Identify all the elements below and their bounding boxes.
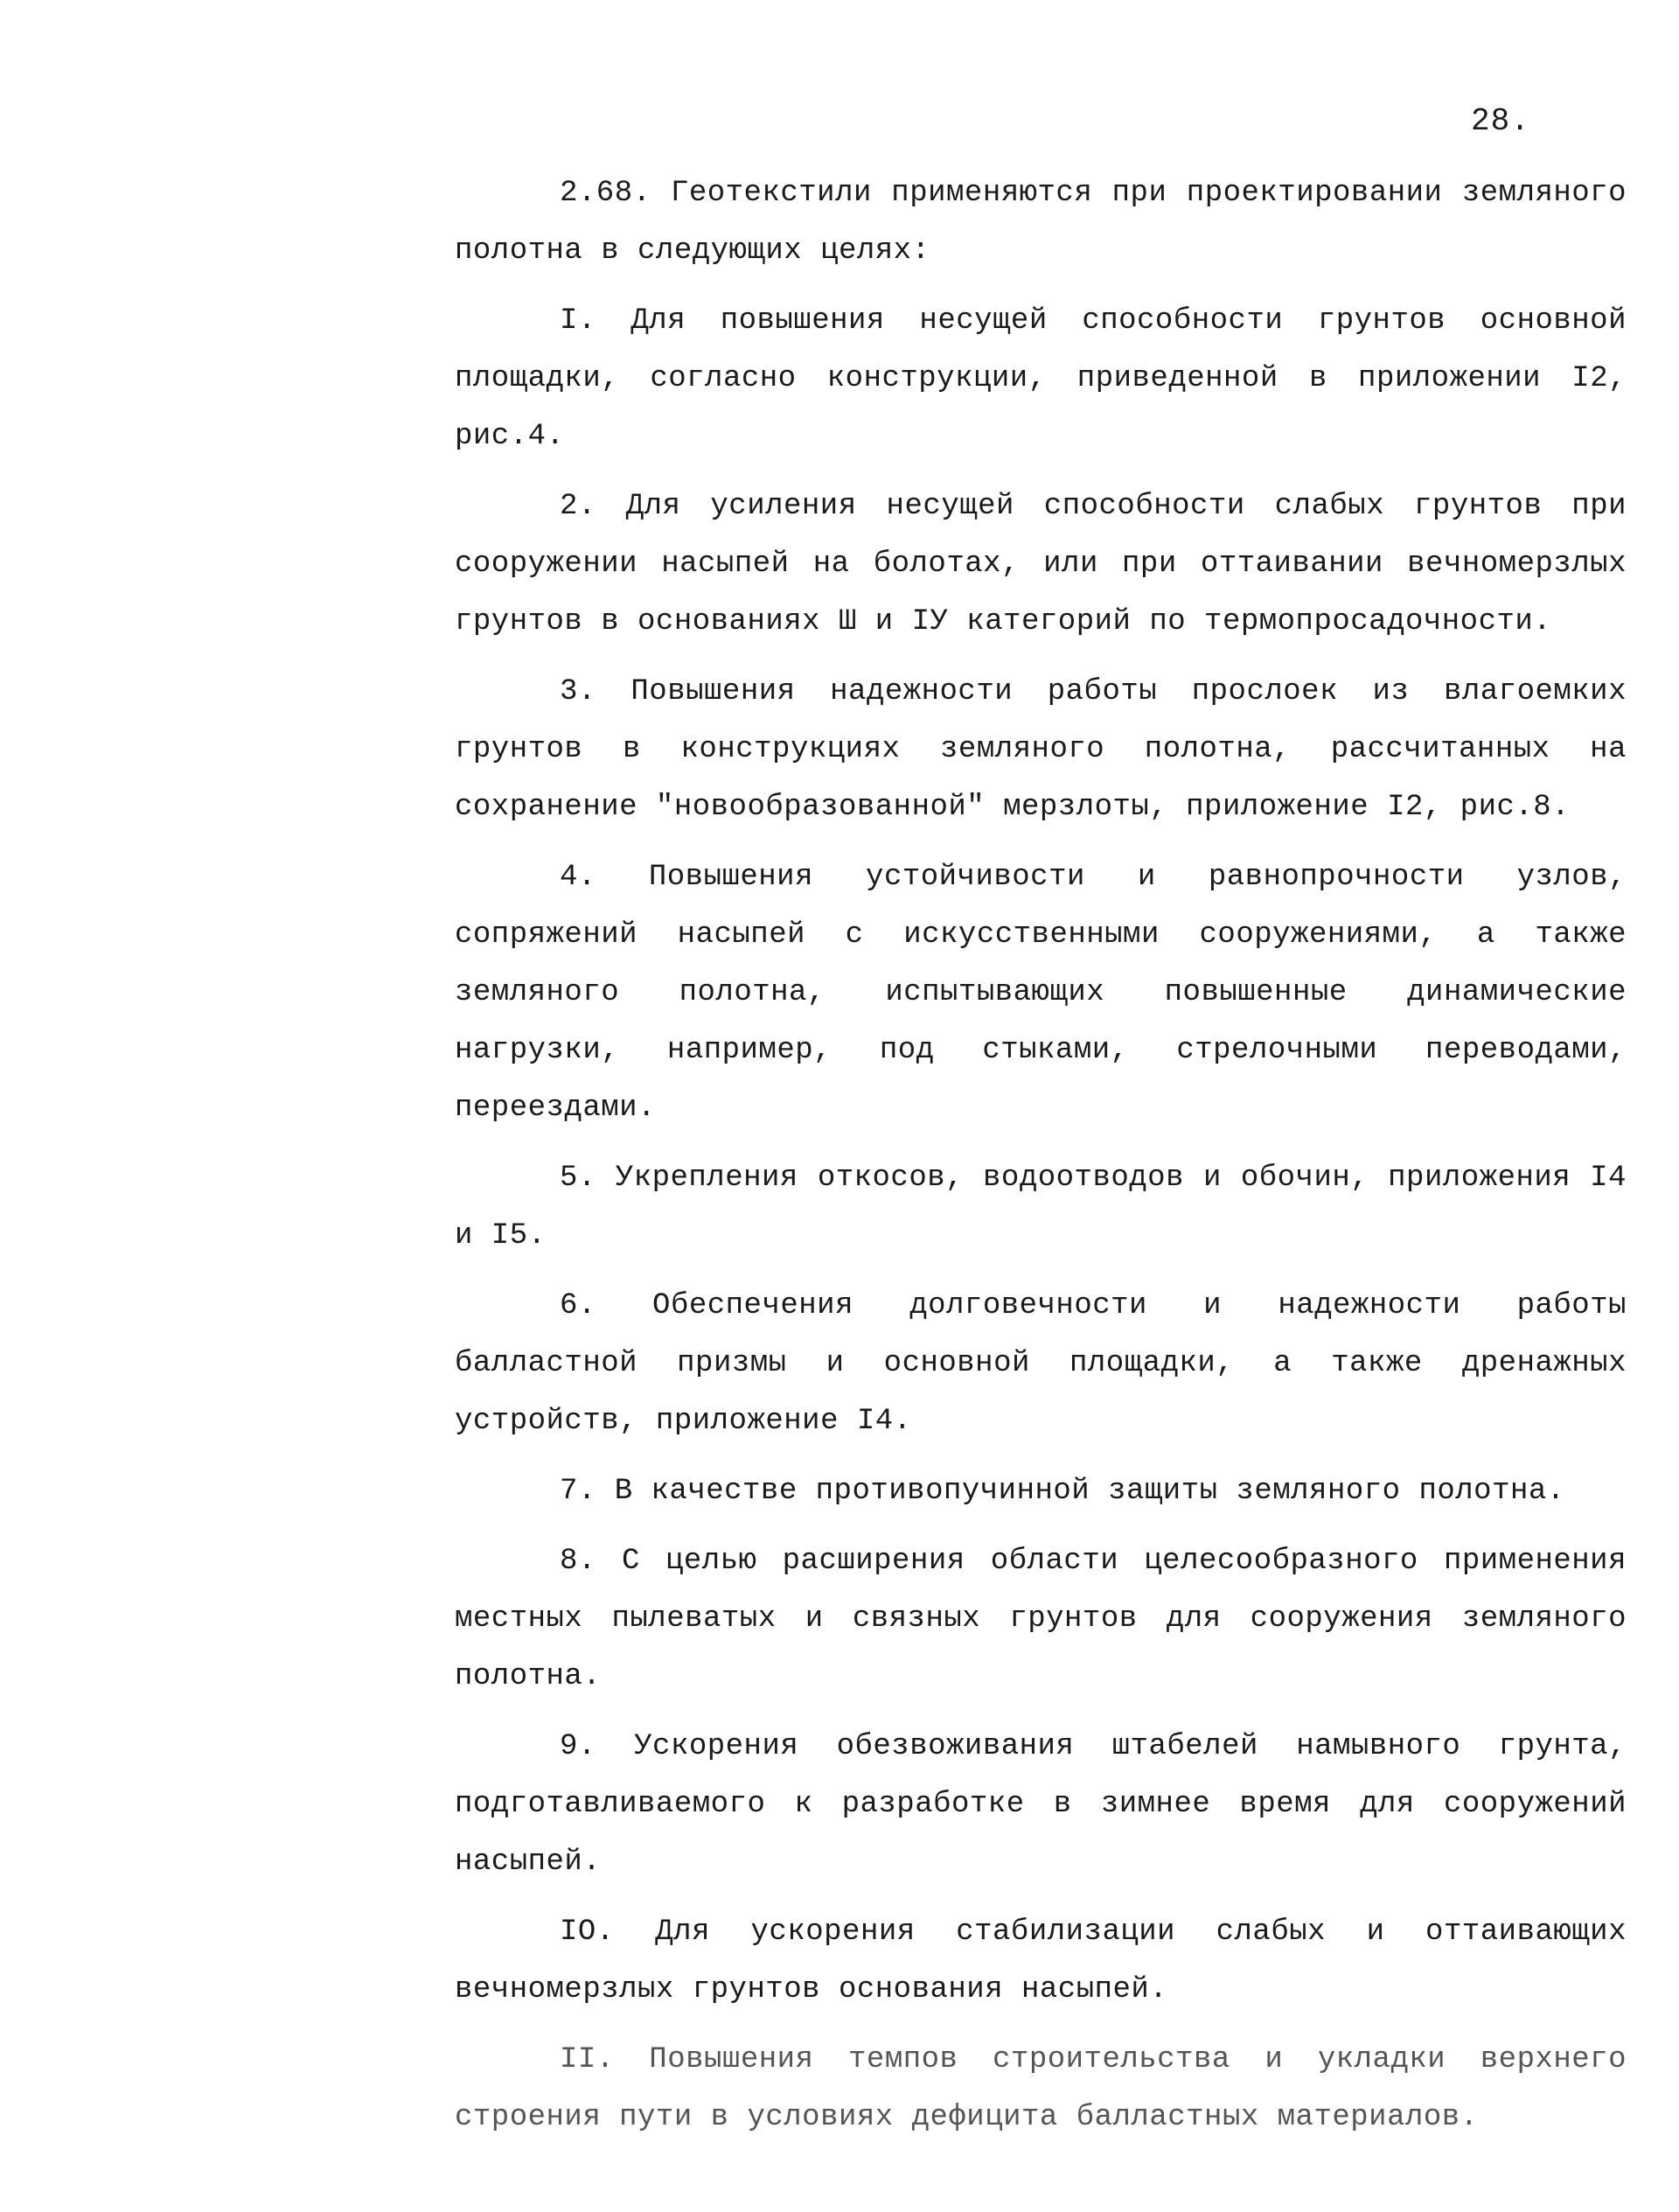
- list-item: 5. Укрепления откосов, водоотводов и обочин, приложения I4 и I5.: [455, 1162, 1627, 1253]
- list-item: 2. Для усиления несущей способности слабых грунтов при сооружении насыпей на болотах, или при оттаивании вечномерзлых грунтов в основаниях Ш и IУ категорий по термопросадочности.: [455, 490, 1627, 638]
- list-item: 3. Повышения надежности работы прослоек из влагоемких грунтов в конструкциях земляного полотна, рассчитанных на сохранение "новообразованной" мерзлоты, приложение I2, рис.8.: [455, 675, 1627, 824]
- list-item: 9. Ускорения обезвоживания штабелей намывного грунта, подготавливаемого к разработке в зимнее время для сооружений насыпей.: [455, 1730, 1627, 1879]
- list-item: 4. Повышения устойчивости и равнопрочности узлов, сопряжений насыпей с искусственными сооружениями, а также земляного полотна, испытывающих повышенные динамические нагрузки, например, под стыками, стрелочными переводами, переездами.: [455, 861, 1627, 1125]
- list-item: 6. Обеспечения долговечности и надежности работы балластной призмы и основной площадки, а также дренажных устройств, приложение I4.: [455, 1289, 1627, 1438]
- list-item: II. Повышения темпов строительства и укладки верхнего строения пути в условиях дефицита балластных материалов.: [455, 2043, 1627, 2134]
- list-item: IO. Для ускорения стабилизации слабых и оттаивающих вечномерзлых грунтов основания насыпей.: [455, 1915, 1627, 2006]
- list-item: 8. С целью расширения области целесообразного применения местных пылеватых и связных грунтов для сооружения земляного полотна.: [455, 1545, 1627, 1693]
- list-item: 7. В качестве противопучинной защиты земляного полотна.: [560, 1475, 1565, 1508]
- page-number: 28.: [1471, 103, 1530, 139]
- section-intro: 2.68. Геотекстили применяются при проектировании земляного полотна в следующих целях:: [455, 177, 1627, 268]
- document-body: [455, 164, 1627, 2159]
- list-item: I. Для повышения несущей способности грунтов основной площадки, согласно конструкции, приведенной в приложении I2, рис.4.: [455, 304, 1627, 453]
